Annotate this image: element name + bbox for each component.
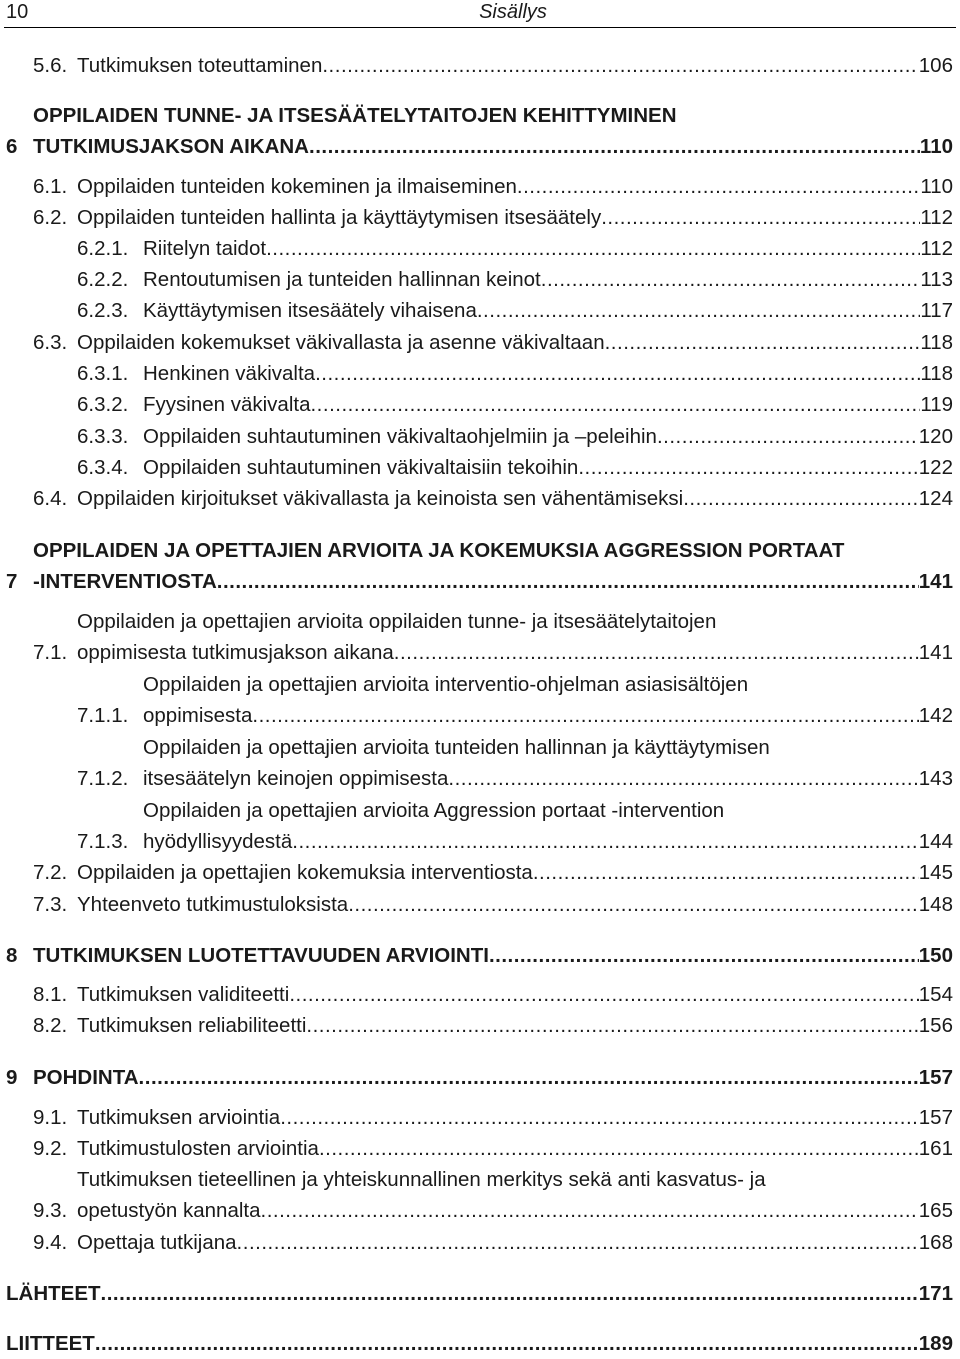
dot-leader [261, 1195, 919, 1226]
toc-entry-number: 7.1.1. [77, 704, 129, 727]
toc-entry-number: 6.2.3. [77, 299, 129, 322]
toc-entry-page: 145 [918, 861, 953, 884]
toc-entry-number: 9.2. [33, 1137, 68, 1160]
toc-entry-number: 8.1. [33, 983, 68, 1006]
dot-leader [541, 264, 921, 295]
toc-entry-number: 7.3. [33, 893, 68, 916]
toc-entry-page: 113 [920, 268, 953, 291]
toc-entry-title-line: OPPILAIDEN TUNNE- JA ITSESÄÄTELYTAITOJEN KEHITTYMINEN [33, 104, 677, 127]
dot-leader [266, 233, 920, 264]
dot-leader [101, 1278, 919, 1309]
toc-entry-page: 110 [919, 135, 953, 158]
toc-entry-number: 6 [6, 135, 18, 158]
toc-entry-title-line: Oppilaiden kirjoitukset väkivallasta ja keinoista sen vähentämiseksi [77, 487, 684, 510]
toc-entry-number: 8.2. [33, 1014, 68, 1037]
dot-leader [578, 452, 918, 483]
toc-entry[interactable] [33, 606, 953, 668]
toc-entry-title-line: itsesäätelyn keinojen oppimisesta [143, 767, 449, 790]
dot-leader [217, 566, 919, 597]
toc-entry-page: 118 [920, 362, 953, 385]
toc-entry-title-line: Käyttäytymisen itsesäätely vihaisena [143, 299, 477, 322]
toc-entry-title-line: Oppilaiden ja opettajien arvioita tunteiden hallinnan ja käyttäytymisen [143, 736, 770, 759]
toc-entry-title-line: Opettaja tutkijana [77, 1231, 237, 1254]
toc-entry-title-line: Tutkimuksen toteuttaminen [77, 54, 323, 77]
toc-entry-number: 9.1. [33, 1106, 68, 1129]
toc-entry-page: 112 [920, 237, 953, 260]
toc-entry-title-line: Tutkimuksen reliabiliteetti [77, 1014, 307, 1037]
running-header-title: Sisällys [479, 1, 547, 23]
toc-entry-page: 110 [920, 175, 953, 198]
dot-leader [315, 358, 920, 389]
toc-entry-title-line: TUTKIMUKSEN LUOTETTAVUUDEN ARVIOINTI [33, 944, 489, 967]
toc-entry[interactable] [33, 857, 953, 888]
toc-entry[interactable] [33, 171, 953, 202]
toc-entry-number: 6.2.1. [77, 237, 129, 260]
toc-entry-number: 8 [6, 944, 18, 967]
toc-entry-number: 9 [6, 1066, 18, 1089]
dot-leader [448, 763, 918, 794]
toc-entry-number: 5.6. [33, 54, 68, 77]
toc-entry[interactable] [6, 100, 953, 162]
toc-entry-number: 7.1.3. [77, 830, 129, 853]
toc-entry-page: 168 [918, 1231, 953, 1254]
toc-entry[interactable] [6, 940, 953, 971]
dot-leader [477, 295, 920, 326]
toc-entry-page: 141 [918, 570, 953, 593]
toc-entry-title-line: Tutkimuksen tieteellinen ja yhteiskunnallinen merkitys sekä anti kasvatus- ja [77, 1168, 766, 1191]
toc-entry[interactable] [77, 389, 953, 420]
toc-entry-title-line: LIITTEET [6, 1332, 95, 1355]
toc-entry[interactable] [33, 979, 953, 1010]
dot-leader [95, 1328, 919, 1359]
dot-leader [289, 979, 918, 1010]
dot-leader [292, 826, 919, 857]
toc-entry[interactable] [33, 1164, 953, 1226]
toc-entry-page: 157 [918, 1066, 953, 1089]
toc-entry[interactable] [33, 1010, 953, 1041]
header-divider [4, 27, 956, 28]
toc-entry-page: 189 [918, 1332, 953, 1355]
toc-entry-page: 148 [918, 893, 953, 916]
page-header [0, 0, 960, 30]
dot-leader [489, 940, 919, 971]
dot-leader [310, 389, 920, 420]
toc-entry-page: 165 [918, 1199, 953, 1222]
toc-entry[interactable] [6, 1328, 953, 1359]
toc-entry[interactable] [77, 452, 953, 483]
dot-leader [139, 1062, 919, 1093]
toc-entry[interactable] [77, 264, 953, 295]
toc-entry-page: 124 [918, 487, 953, 510]
dot-leader [348, 889, 919, 920]
toc-entry-title-line: Oppilaiden tunteiden kokeminen ja ilmaiseminen [77, 175, 517, 198]
toc-entry-page: 118 [920, 331, 953, 354]
toc-entry[interactable] [33, 202, 953, 233]
dot-leader [280, 1102, 919, 1133]
toc-entry-title-line: Tutkimustulosten arviointia [77, 1137, 319, 1160]
toc-entry-title-line: Tutkimuksen validiteetti [77, 983, 290, 1006]
toc-entry-number: 6.2.2. [77, 268, 129, 291]
toc-entry-number: 7.1. [33, 641, 68, 664]
toc-entry-page: 122 [918, 456, 953, 479]
toc-entry[interactable] [6, 535, 953, 597]
toc-entry[interactable] [77, 732, 953, 794]
dot-leader [252, 700, 918, 731]
toc-entry-page: 117 [920, 299, 953, 322]
toc-entry[interactable] [77, 295, 953, 326]
toc-entry-title-line: -INTERVENTIOSTA [33, 570, 217, 593]
toc-entry-title-line: Rentoutumisen ja tunteiden hallinnan keinot [143, 268, 541, 291]
toc-entry-page: 143 [918, 767, 953, 790]
toc-entry-page: 171 [918, 1282, 953, 1305]
toc-entry-page: 141 [918, 641, 953, 664]
dot-leader [533, 857, 919, 888]
toc-entry-number: 7.1.2. [77, 767, 129, 790]
toc-entry-title-line: Oppilaiden ja opettajien arvioita interventio-ohjelman asiasisältöjen [143, 673, 749, 696]
toc-entry-number: 6.4. [33, 487, 68, 510]
dot-leader [517, 171, 920, 202]
toc-entry-number: 6.3.2. [77, 393, 129, 416]
toc-entry-title-line: oppimisesta tutkimusjakson aikana [77, 641, 394, 664]
toc-entry[interactable] [77, 669, 953, 731]
toc-entry-title-line: oppimisesta [143, 704, 253, 727]
toc-entry[interactable] [77, 233, 953, 264]
toc-entry-number: 6.3.3. [77, 425, 129, 448]
toc-entry[interactable] [77, 421, 953, 452]
dot-leader [601, 202, 920, 233]
dot-leader [657, 421, 919, 452]
toc-entry[interactable] [33, 327, 953, 358]
toc-entry-number: 6.3.4. [77, 456, 129, 479]
toc-entry[interactable] [77, 795, 953, 857]
dot-leader [322, 50, 918, 81]
toc-entry-page: 154 [918, 983, 953, 1006]
toc-entry-number: 6.3.1. [77, 362, 129, 385]
dot-leader [237, 1227, 919, 1258]
toc-entry-title-line: opetustyön kannalta [77, 1199, 261, 1222]
toc-entry-number: 7 [6, 570, 18, 593]
toc-entry-title-line: Yhteenveto tutkimustuloksista [77, 893, 349, 916]
toc-entry-title-line: Oppilaiden suhtautuminen väkivaltaisiin tekoihin [143, 456, 579, 479]
toc-entry-title-line: LÄHTEET [6, 1282, 101, 1305]
toc-entry-title-line: Oppilaiden ja opettajien arvioita Aggression portaat -intervention [143, 799, 725, 822]
toc-entry-page: 119 [920, 393, 953, 416]
toc-entry-page: 144 [918, 830, 953, 853]
dot-leader [319, 1133, 919, 1164]
toc-entry[interactable] [33, 1133, 953, 1164]
toc-entry-number: 6.2. [33, 206, 68, 229]
toc-entry-title-line: Oppilaiden suhtautuminen väkivaltaohjelmiin ja –peleihin [143, 425, 657, 448]
toc-entry-title-line: Oppilaiden ja opettajien kokemuksia interventiosta [77, 861, 533, 884]
toc-entry-title-line: Riitelyn taidot [143, 237, 267, 260]
dot-leader [306, 1010, 918, 1041]
toc-entry-number: 9.4. [33, 1231, 68, 1254]
toc-entry-number: 6.1. [33, 175, 68, 198]
toc-entry-title-line: Oppilaiden ja opettajien arvioita oppilaiden tunne- ja itsesäätelytaitojen [77, 610, 717, 633]
toc-entry-page: 157 [918, 1106, 953, 1129]
dot-leader [394, 637, 919, 668]
toc-entry-title-line: POHDINTA [33, 1066, 139, 1089]
toc-entry-title-line: Henkinen väkivalta [143, 362, 316, 385]
toc-entry-page: 106 [918, 54, 953, 77]
dot-leader [605, 327, 921, 358]
toc-entry-title-line: Oppilaiden kokemukset väkivallasta ja asenne väkivaltaan [77, 331, 605, 354]
toc-entry[interactable] [33, 1102, 953, 1133]
toc-entry-title-line: hyödyllisyydestä [143, 830, 293, 853]
toc-entry-title-line: Oppilaiden tunteiden hallinta ja käyttäytymisen itsesäätely [77, 206, 602, 229]
toc-entry-page: 120 [918, 425, 953, 448]
dot-leader [309, 131, 920, 162]
toc-entry-title-line: TUTKIMUSJAKSON AIKANA [33, 135, 309, 158]
toc-entry-page: 150 [918, 944, 953, 967]
toc-entry[interactable] [6, 1278, 953, 1309]
toc-entry-title-line: Tutkimuksen arviointia [77, 1106, 281, 1129]
toc-entry-page: 156 [918, 1014, 953, 1037]
toc-entry[interactable] [33, 1227, 953, 1258]
toc-entry-number: 7.2. [33, 861, 68, 884]
dot-leader [683, 483, 919, 514]
toc-entry[interactable] [77, 358, 953, 389]
page-number: 10 [6, 1, 29, 23]
toc-entry[interactable] [33, 889, 953, 920]
toc-entry-number: 6.3. [33, 331, 68, 354]
toc-entry-title-line: OPPILAIDEN JA OPETTAJIEN ARVIOITA JA KOKEMUKSIA AGGRESSION PORTAAT [33, 539, 845, 562]
toc-entry-title-line: Fyysinen väkivalta [143, 393, 311, 416]
toc-entry[interactable] [33, 483, 953, 514]
toc-entry-page: 161 [918, 1137, 953, 1160]
toc-entry-number: 9.3. [33, 1199, 68, 1222]
toc-entry[interactable] [33, 50, 953, 81]
toc-entry[interactable] [6, 1062, 953, 1093]
toc-entry-page: 112 [920, 206, 953, 229]
toc-entry-page: 142 [918, 704, 953, 727]
